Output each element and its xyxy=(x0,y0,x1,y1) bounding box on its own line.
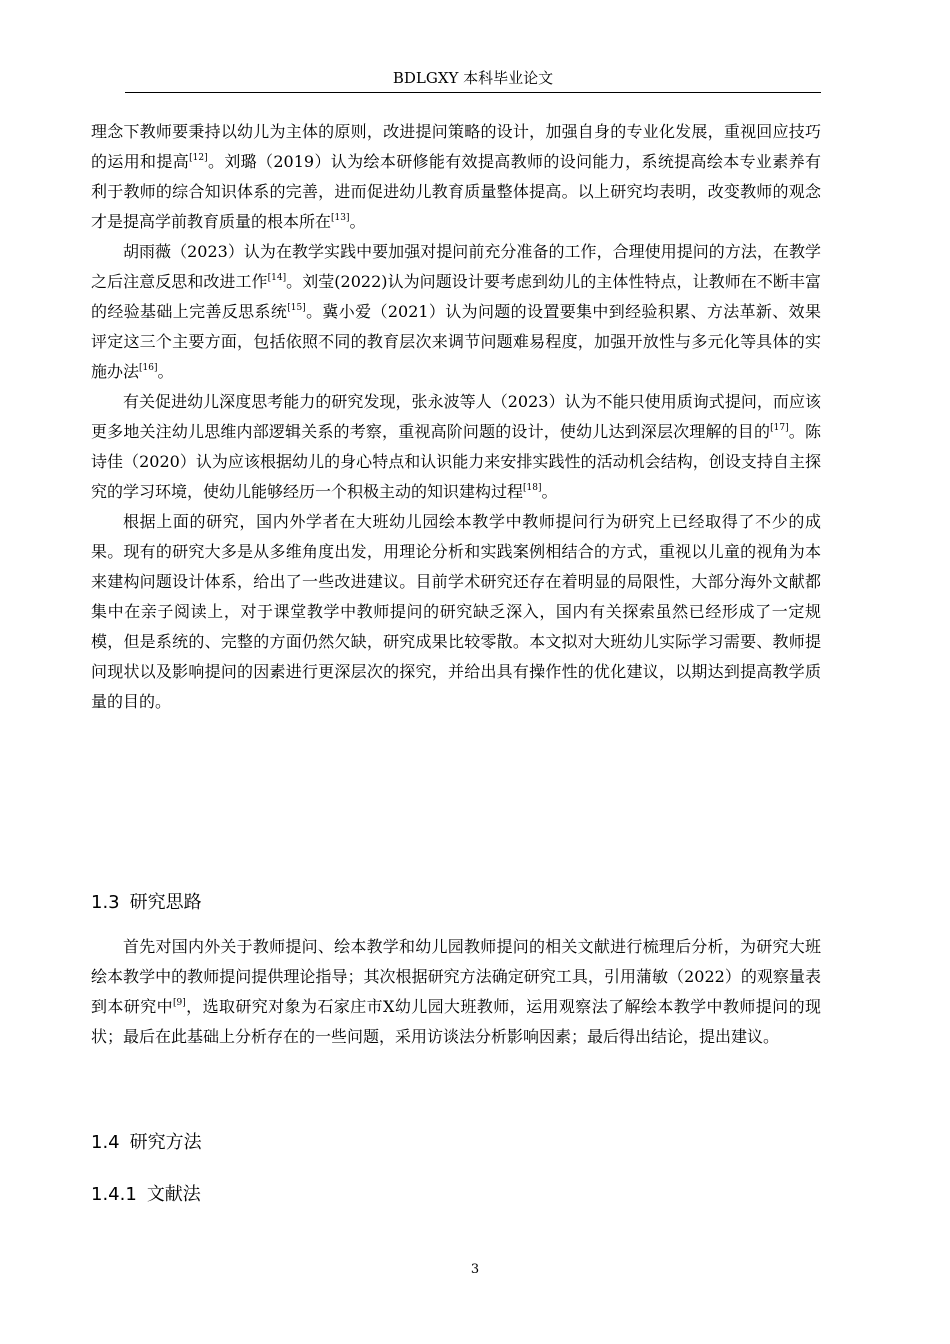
paragraph-text: 有关促进幼儿深度思考能力的研究发现，张永波等人（2023）认为不能只使用质询式提问，而应该更多地关注幼儿思维内部逻辑关系的考察，重视高阶问题的设计，使幼儿达到深层次理解的目的 xyxy=(91,392,821,441)
citation: [15] xyxy=(287,303,306,313)
paragraph xyxy=(91,932,821,1052)
subsection-heading-1-4-1 xyxy=(91,1182,201,1208)
citation: [17] xyxy=(770,423,789,433)
section-number: 1.4 xyxy=(91,1132,120,1153)
paragraph-text: 理念下教师要秉持以幼儿为主体的原则，改进提问策略的设计，加强自身的专业化发展，重视回应技巧的运用和提高 xyxy=(91,122,821,171)
body-block-2 xyxy=(91,932,821,1052)
page-header xyxy=(125,68,821,93)
paragraph xyxy=(91,237,821,387)
paragraph-text: 。刘莹(2022)认为问题设计要考虑到幼儿的主体性特点，让教师在不断丰富的经验基础上完善反思系统 xyxy=(91,272,821,321)
citation: [14] xyxy=(267,273,287,283)
paragraph-text: 根据上面的研究，国内外学者在大班幼儿园绘本教学中教师提问行为研究上已经取得了不少的成果。现有的研究大多是从多维角度出发，用理论分析和实践案例相结合的方式，重视以儿童的视角为本来建构问题设计体系，给出了一些改进建议。目前学术研究还存在着明显的局限性，大部分海外文献都集中在亲子阅读上，对于课堂教学中教师提问的研究缺乏深入，国内有关探索虽然已经形成了一定规模，但是系统的、完整的方面仍然欠缺，研究成果比较零散。本文拟对大班幼儿实际学习需要、教师提问现状以及影响提问的因素进行更深层次的探究，并给出具有操作性的优化建议，以期达到提高教学质量的目的。 xyxy=(91,512,821,711)
paragraph-text: 。 xyxy=(349,212,366,231)
paragraph-text: 。 xyxy=(541,482,558,501)
paragraph xyxy=(91,507,821,717)
citation: [16] xyxy=(139,363,158,373)
paragraph-text: ，选取研究对象为石家庄市X幼儿园大班教师，运用观察法了解绘本教学中教师提问的现状；最后在此基础上分析存在的一些问题，采用访谈法分析影响因素；最后得出结论，提出建议。 xyxy=(91,997,821,1046)
subsection-number: 1.4.1 xyxy=(91,1184,137,1205)
citation: [13] xyxy=(331,213,350,223)
section-title: 研究方法 xyxy=(129,1132,202,1153)
body-block-1 xyxy=(91,117,821,717)
citation: [12] xyxy=(189,153,208,163)
section-number: 1.3 xyxy=(91,892,120,913)
paragraph-text: 首先对国内外关于教师提问、绘本教学和幼儿园教师提问的相关文献进行梳理后分析，为研究大班绘本教学中的教师提问提供理论指导；其次根据研究方法确定研究工具，引用蒲敏（2022）的观察量表到本研究中 xyxy=(91,937,821,1016)
paragraph xyxy=(91,117,821,237)
paragraph-text: 。冀小爱（2021）认为问题的设置要集中到经验积累、方法革新、效果评定这三个主要方面，包括依照不同的教育层次来调节问题难易程度，加强开放性与多元化等具体的实施办法 xyxy=(91,302,821,381)
citation: [18] xyxy=(523,483,542,493)
paragraph-text: 。 xyxy=(157,362,174,381)
section-heading-1-4 xyxy=(91,1130,202,1156)
page-number: 3 xyxy=(470,1262,480,1277)
paragraph-text: 。刘璐（2019）认为绘本研修能有效提高教师的设问能力，系统提高绘本专业素养有利于教师的综合知识体系的完善，进而促进幼儿教育质量整体提高。以上研究均表明，改变教师的观念才是提高学前教育质量的根本所在 xyxy=(91,152,821,231)
citation: [9] xyxy=(173,998,186,1008)
header-title: BDLGXY 本科毕业论文 xyxy=(392,69,554,87)
paragraph-text: 。陈诗佳（2020）认为应该根据幼儿的身心特点和认识能力来安排实践性的活动机会结构，创设支持自主探究的学习环境，使幼儿能够经历一个积极主动的知识建构过程 xyxy=(91,422,821,501)
section-title: 研究思路 xyxy=(129,892,202,913)
subsection-title: 文献法 xyxy=(146,1184,201,1205)
section-heading-1-3 xyxy=(91,890,202,916)
paragraph xyxy=(91,387,821,507)
paragraph-text: 胡雨薇（2023）认为在教学实践中要加强对提问前充分准备的工作，合理使用提问的方法，在教学之后注意反思和改进工作 xyxy=(91,242,821,291)
